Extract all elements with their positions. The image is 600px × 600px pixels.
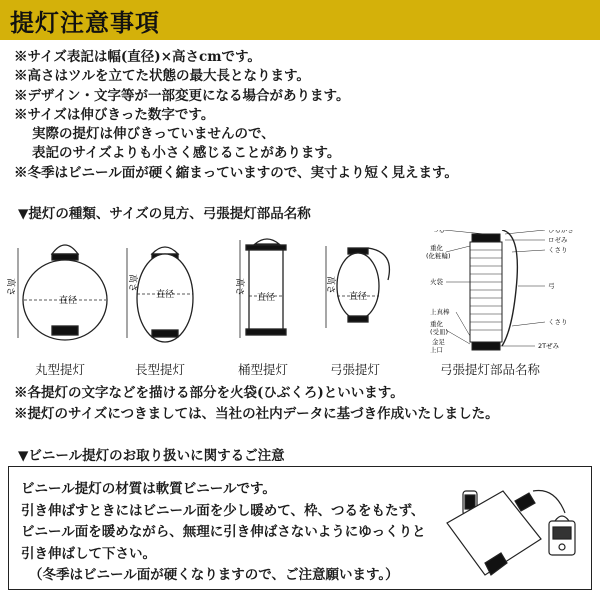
parts-diagram-illustration <box>470 230 517 350</box>
bucket-diameter-label: 直径 <box>257 293 276 303</box>
long-height-label: 高さ <box>127 274 137 293</box>
label-yumihari: 弓張提灯 <box>330 362 381 377</box>
part-label-uwamaki: 上真棒 <box>430 308 450 316</box>
label-nagagata: 長型提灯 <box>135 362 186 377</box>
vinyl-care-text <box>21 479 426 587</box>
round-diameter-label: 直径 <box>59 296 78 306</box>
note-item: ※サイズ表記は幅(直径)×高さcmです。 <box>14 49 261 65</box>
label-parts: 弓張提灯部品名称 <box>440 362 541 377</box>
long-diameter-label: 直径 <box>156 290 175 300</box>
part-label-yumi: 弓 <box>548 282 555 290</box>
header-bar <box>0 0 600 40</box>
part-label-rosoku: ロゼみ <box>548 236 568 244</box>
care-line: ビニール面を暖めながら、無理に引き伸ばさないようにゆっくりと <box>21 524 426 541</box>
part-label-juka-sub: (化粧輪) <box>426 252 451 260</box>
lantern-diagrams-svg <box>0 230 600 380</box>
label-okegata: 桶型提灯 <box>238 362 289 377</box>
part-label-twozemi: 2Tぜみ <box>538 342 560 350</box>
bow-diameter-label: 直径 <box>349 292 368 302</box>
label-marugata: 丸型提灯 <box>35 362 86 377</box>
part-label-hirukagi: ひるかぎ <box>548 230 574 234</box>
note-item: 表記のサイズよりも小さく感じることがあります。 <box>32 145 341 162</box>
lantern-diagrams <box>0 230 600 380</box>
part-label-kinzoku: 金足 <box>432 338 445 346</box>
bucket-height-label: 高さ <box>234 278 244 297</box>
note-item: ※高さはツルを立てた状態の最大長となります。 <box>14 68 310 85</box>
vinyl-care-heading: ▼ビニール提灯のお取り扱いに関するご注意 <box>18 448 285 464</box>
bucket-lantern-illustration <box>246 239 286 335</box>
footnote-item: ※各提灯の文字などを描ける部分を火袋(ひぶくろ)といいます。 <box>14 385 404 401</box>
part-label-juka2-sub: (受皿) <box>430 328 449 336</box>
footnote-item: ※提灯のサイズにつきましては、当社の社内データに基づき作成いたしました。 <box>14 406 499 422</box>
care-line: 引き伸ばして下さい。 <box>21 545 156 562</box>
page-title: 提灯注意事項 <box>10 9 160 37</box>
part-label-jougata: 上口 <box>430 346 443 354</box>
care-line: ビニール提灯の材質は軟質ビニールです。 <box>21 481 276 497</box>
note-item: ※サイズは伸びきった数字です。 <box>14 106 215 123</box>
footnotes <box>14 383 499 425</box>
part-label-juka: 重化 <box>430 244 443 252</box>
bow-height-label: 高さ <box>325 276 335 295</box>
vinyl-care-box <box>8 466 592 590</box>
part-label-hibukuro: 火袋 <box>430 278 443 286</box>
note-item: 実際の提灯は伸びきっていませんので、 <box>32 126 275 143</box>
part-label-juka2: 重化 <box>430 320 443 328</box>
care-line: 引き伸ばすときにはビニール面を少し暖めて、枠、つるをもたず、 <box>21 502 425 519</box>
note-item: ※冬季はビニール面が硬く縮まっていますので、実寸より短く見えます。 <box>14 164 458 181</box>
size-notes <box>14 48 458 183</box>
round-lantern-illustration <box>23 245 107 340</box>
lantern-types-heading: ▼提灯の種類、サイズの見方、弓張提灯部品名称 <box>18 206 311 222</box>
round-height-label: 高さ <box>5 278 15 297</box>
part-label-kusari-top: くさり <box>548 246 568 254</box>
part-label-kusari-bottom: くさり <box>548 318 568 326</box>
bow-lantern-illustration <box>337 248 389 322</box>
part-label-tsuru: つる <box>432 230 445 234</box>
stretching-illustration <box>445 483 585 583</box>
care-line: （冬季はビニール面が硬くなりますので、ご注意願います。） <box>29 567 399 584</box>
note-item: ※デザイン・文字等が一部変更になる場合があります。 <box>14 87 350 104</box>
